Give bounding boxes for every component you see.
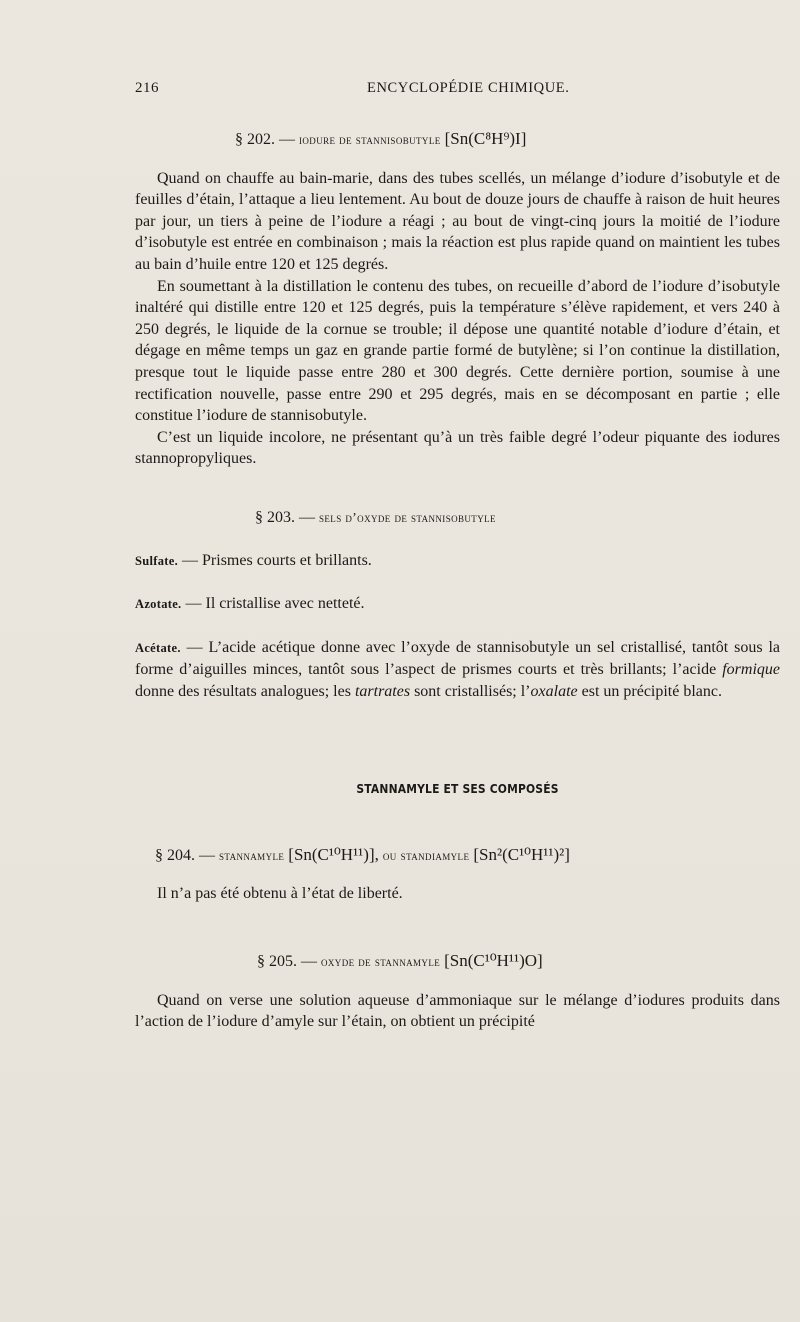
azotate-text: — Il cristallise avec netteté.	[181, 595, 365, 613]
section-203-title	[135, 507, 780, 529]
page-header	[135, 80, 785, 102]
section-204-name-2: standiamyle	[400, 848, 470, 864]
run-in-acetate: Acétate.	[135, 640, 181, 655]
page-body	[135, 128, 780, 1033]
paragraph-sulfate	[135, 550, 780, 573]
section-204-formula-1: [Sn(C¹⁰H¹¹)],	[288, 845, 379, 865]
acetate-text-4: est un précipité blanc.	[577, 682, 722, 700]
acetate-text-1: — L’acide acétique donne avec l’oxyde de stannisobutyle un sel cristallisé, tantôt sous la forme d’aiguilles minces, tantôt sous l’aspect de prismes courts et très brillants; l’acide	[135, 638, 780, 679]
paragraph-202-1: Quand on chauffe au bain-marie, dans des tubes scellés, un mélange d’iodure d’isobutyle et de feuilles d’étain, l’attaque a lieu lentement. Au bout de douze jours de chauffe à raison de huit heures par jour, un tiers à peine de l’iodure a réagi ; au bout de vingt-cinq jours la moitié de l’iodure d’isobutyle est entrée en combinaison ; mais la réaction est plus rapide quand on maintient les tubes au bain d’huile entre 120 et 125 degrés.	[135, 169, 780, 273]
section-204-formula-2: [Sn²(C¹⁰H¹¹)²]	[473, 845, 570, 865]
section-204-ou: ou	[382, 848, 397, 864]
acetate-italic-tartrates: tartrates	[354, 682, 411, 700]
paragraph-202-3: C’est un liquide incolore, ne présentant qu’à un très faible degré l’odeur piquante des iodures stannopropyliques.	[135, 428, 780, 468]
acetate-text-3: sont cristallisés; l’	[410, 682, 531, 700]
paragraph-204-1: Il n’a pas été obtenu à l’état de liberté.	[157, 884, 403, 902]
paragraph-202-2: En soumettant à la distillation le contenu des tubes, on recueille d’abord de l’iodure d’isobutyle inaltéré qui distille entre 120 et 125 degrés, puis la température s’élève rapidement, et vers 240 à 250 degrés, le liquide de la cornue se trouble; il dépose une quantité notable d’iodure d’étain, et dégage en même temps un gaz en grande partie formé de butylène; si l’on continue la distillation, presque tout le liquide passe entre 280 et 300 degrés. Cette dernière portion, soumise à une rectification nouvelle, passe entre 290 et 295 degrés, mais en se décomposant en partie ; elle constitue l’iodure de stannisobutyle.	[135, 277, 780, 425]
acetate-text-2: donne des résultats analogues; les	[135, 682, 355, 700]
section-205-formula: [Sn(C¹⁰H¹¹)O]	[444, 951, 543, 971]
section-204-name-1: stannamyle	[219, 848, 285, 864]
paragraph-205-1: Quand on verse une solution aqueuse d’ammoniaque sur le mélange d’iodures produits dans l’action de l’iodure d’amyle sur l’étain, on obtient un précipité	[135, 991, 780, 1031]
run-in-azotate: Azotate.	[135, 597, 182, 612]
section-205-name: oxyde de stannamyle	[321, 954, 441, 970]
section-202-name: iodure de stannisobutyle	[299, 132, 441, 147]
section-205-title	[135, 950, 780, 973]
acetate-italic-formique: formique	[722, 661, 780, 679]
section-204-title	[135, 844, 780, 867]
paragraph-azotate	[135, 593, 780, 616]
section-203-name: sels d’oxyde de stannisobutyle	[319, 509, 496, 525]
section-202-title	[135, 128, 780, 151]
section-205-number: § 205. —	[257, 953, 317, 971]
sulfate-text: — Prismes courts et brillants.	[178, 551, 372, 569]
running-head: ENCYCLOPÉDIE CHIMIQUE.	[367, 80, 570, 96]
section-203-number: § 203. —	[255, 508, 315, 526]
section-202-formula: [Sn(C⁸H⁹)I]	[444, 129, 527, 148]
section-202-number: § 202. —	[235, 131, 295, 148]
paragraph-acetate	[135, 637, 780, 703]
page-number: 216	[135, 80, 159, 96]
acetate-italic-oxalate: oxalate	[530, 682, 578, 700]
major-heading: STANNAMYLE ET SES COMPOSÉS	[356, 781, 559, 797]
section-204-number: § 204. —	[155, 847, 215, 865]
run-in-sulfate: Sulfate.	[135, 553, 179, 568]
